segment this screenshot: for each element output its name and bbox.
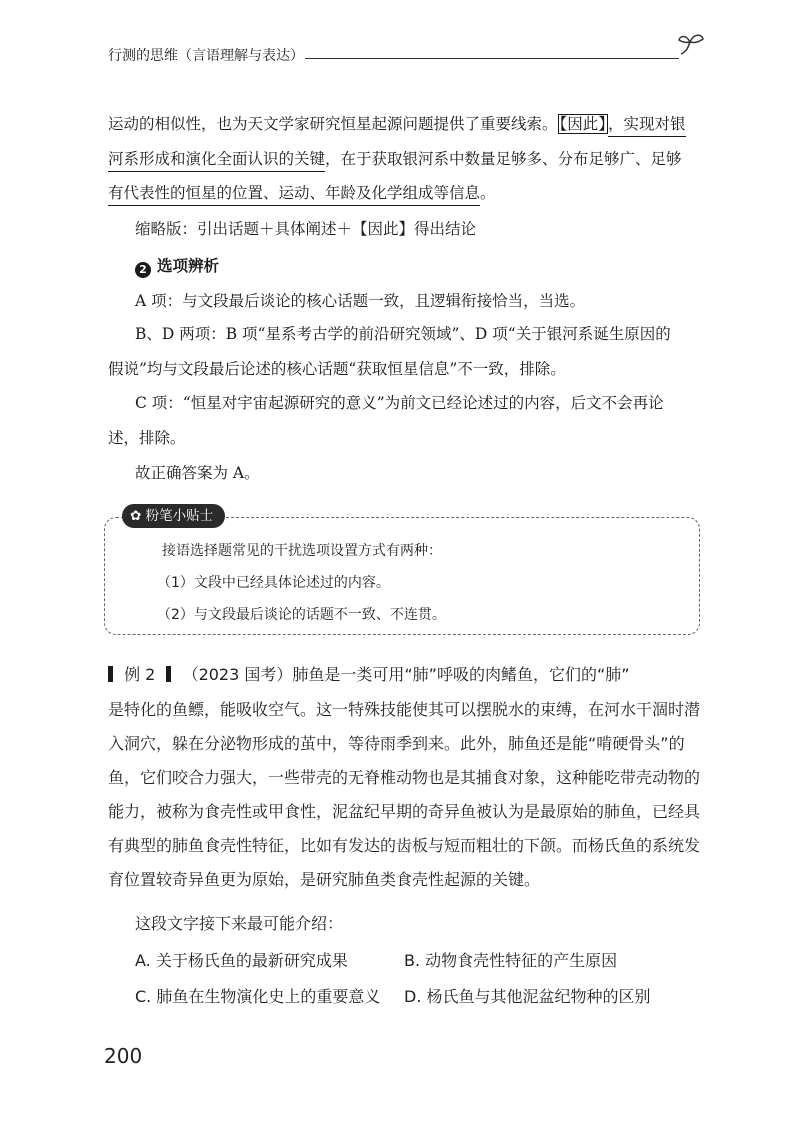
- analysis-bd-1: B、D 两项：B 项“星系考古学的前沿研究领域”、D 项“关于银河系诞生原因的: [135, 325, 671, 343]
- example-label: 例 2: [124, 665, 156, 684]
- label-bar-left: [108, 666, 113, 682]
- option-a[interactable]: A. 关于杨氏鱼的最新研究成果: [135, 951, 348, 970]
- label-bar-right: [166, 666, 171, 682]
- option-c[interactable]: C. 肺鱼在生物演化史上的重要意义: [135, 987, 381, 1006]
- keyword-bracket: 【因此】: [559, 115, 607, 133]
- running-header: 行测的思维（言语理解与表达）: [108, 48, 304, 64]
- question-stem: 这段文字接下来最可能介绍：: [135, 914, 344, 933]
- example-line-4: 鱼，它们咬合力强大，一些带壳的无脊椎动物也是其捕食对象，这种能吃带壳动物的: [108, 768, 701, 787]
- analysis-a: A 项：与文段最后谈论的核心话题一致，且逻辑衔接恰当，当选。: [135, 292, 586, 310]
- sprout-icon: ✿: [130, 508, 142, 524]
- passage-line-3: 有代表性的恒星的位置、运动、年龄及化学组成等信息。: [108, 183, 496, 203]
- analysis-c-1: C 项：“恒星对宇宙起源研究的意义”为前文已经论述过的内容，后文不会再论: [135, 394, 664, 412]
- passage-line-1: 运动的相似性，也为天文学家研究恒星起源问题提供了重要线索。 【因此】 ，实现对银: [108, 114, 686, 134]
- example-line-1: 例 2 （2023 国考）肺鱼是一类可用“肺”呼吸的肉鳍鱼，它们的“肺”: [108, 662, 630, 685]
- header-rule: [305, 58, 679, 59]
- answer-line: 故正确答案为 A。: [135, 464, 260, 482]
- option-b[interactable]: B. 动物食壳性特征的产生原因: [404, 951, 618, 970]
- example-line-5: 能力，被称为食壳性或甲食性，泥盆纪早期的奇异鱼被认为是最原始的肺鱼，已经具: [108, 802, 701, 821]
- section-heading: 2 选项辨析: [135, 256, 219, 278]
- section-bullet: 2: [135, 262, 151, 278]
- tip-line-3: （2）与文段最后谈论的话题不一致、不连贯。: [157, 607, 446, 623]
- example-line-6: 有典型的肺鱼食壳性特征，比如有发达的齿板与短而粗壮的下颌。而杨氏鱼的系统发: [108, 836, 701, 855]
- analysis-c-2: 述，排除。: [108, 429, 186, 447]
- tip-line-2: （1）文段中已经具体论述过的内容。: [157, 575, 390, 591]
- example-line-2: 是特化的鱼鳔，能吸收空气。这一特殊技能使其可以摆脱水的束缚，在河水干涸时潜: [108, 700, 701, 719]
- example-line-7: 育位置较奇异鱼更为原始，是研究肺鱼类食壳性起源的关键。: [108, 870, 541, 889]
- summary-line: 缩略版：引出话题＋具体阐述＋【因此】得出结论: [135, 220, 477, 238]
- tip-line-1: 接语选择题常见的干扰选项设置方式有两种：: [162, 543, 442, 559]
- tip-tag: ✿ 粉笔小贴士: [122, 504, 225, 528]
- option-d[interactable]: D. 杨氏鱼与其他泥盆纪物种的区别: [404, 987, 651, 1006]
- passage-line-2: 河系形成和演化全面认识的关键，在于获取银河系中数量足够多、分布足够广、足够: [108, 149, 682, 169]
- sprout-icon: [676, 30, 706, 60]
- page-number: 200: [104, 1044, 143, 1068]
- example-line-3: 入洞穴，躲在分泌物形成的茧中，等待雨季到来。此外，肺鱼还是能“啃硬骨头”的: [108, 734, 685, 753]
- analysis-bd-2: 假说”均与文段最后论述的核心话题“获取恒星信息”不一致，排除。: [108, 360, 566, 378]
